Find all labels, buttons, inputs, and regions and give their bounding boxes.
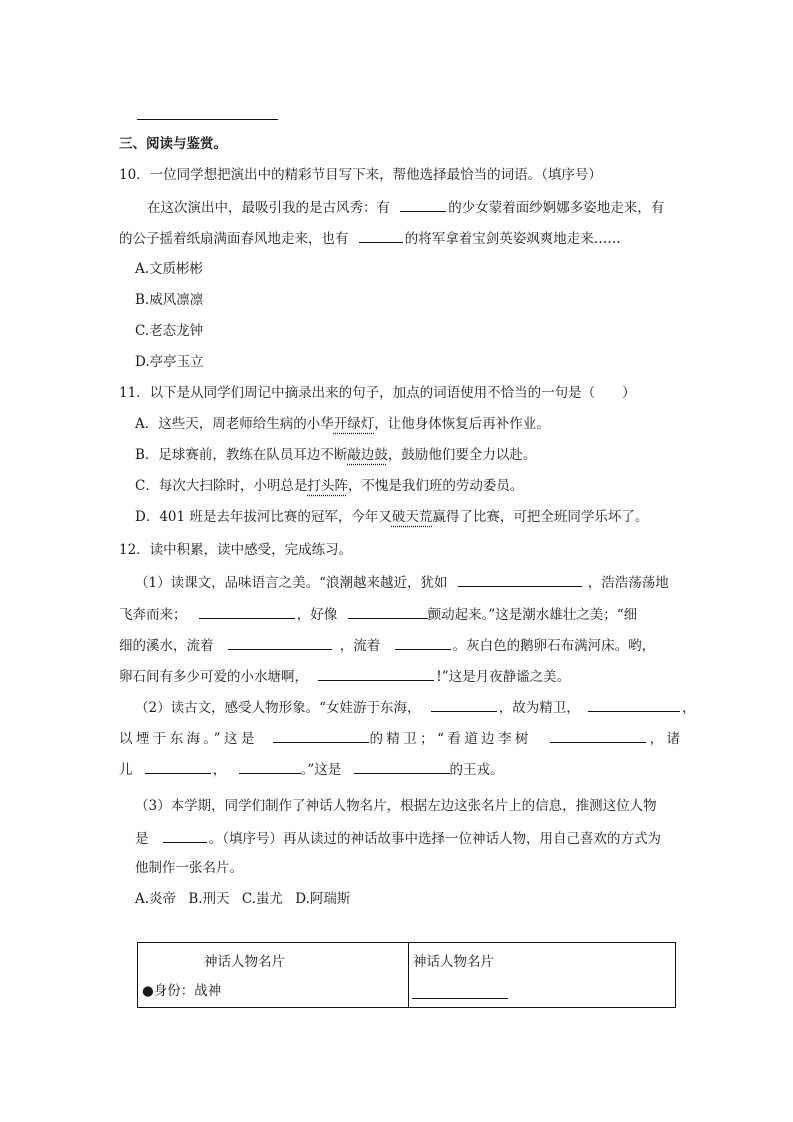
option-text: A．这些天，周老师给生病的小华 [135, 416, 334, 432]
dotted-word [334, 416, 375, 432]
passage-text: ，浩浩荡荡地 [587, 575, 669, 591]
answer-blank[interactable] [550, 728, 646, 743]
passage-text: 。”这是 [300, 762, 342, 778]
option-c: C.老态龙钟 [135, 323, 204, 339]
passage-text: ， [682, 700, 696, 716]
passage-text: 的精卫；“看道边李树 [369, 731, 532, 747]
option-c: C.蚩尤 [241, 891, 283, 907]
passage-text: 卵石间有多少可爱的小水塘啊， [119, 669, 308, 685]
answer-blank[interactable] [458, 572, 582, 587]
question-12-stem: 12．读中积累，读中感受，完成练习。 [119, 542, 353, 558]
passage-text: （1）读课文，品味语言之美。“浪潮越来越近，犹如 [135, 575, 448, 591]
option-text: ，不愧是我们班的劳动委员。 [347, 478, 524, 494]
answer-blank[interactable] [318, 666, 434, 681]
q11-option-b [135, 446, 536, 464]
q12-part1-line-4 [119, 666, 570, 686]
answer-line-previous [137, 119, 278, 120]
q11-option-a [135, 415, 550, 433]
passage-text: ，流着 [339, 638, 381, 654]
passage-text: 飞奔而来； [119, 607, 187, 623]
dotted-text: 破天荒 [391, 509, 433, 525]
q12-part3-options [135, 890, 350, 908]
answer-blank[interactable] [239, 759, 301, 774]
passage-text: !”这是月夜静谧之美。 [436, 669, 571, 685]
q12-part2-line-2 [119, 728, 683, 748]
dotted-text: 敲边鼓 [347, 447, 388, 463]
student-card[interactable] [409, 943, 676, 1008]
answer-blank[interactable] [348, 604, 428, 619]
passage-text: 的将军拿着宝剑英姿飒爽地走来…… [404, 231, 621, 247]
passage-text: 颤动起来。”这是潮水雄壮之美；“细 [427, 607, 638, 623]
passage-text: ， [212, 762, 227, 778]
answer-blank[interactable] [145, 759, 211, 774]
answer-blank[interactable] [273, 728, 369, 743]
answer-blank[interactable] [228, 635, 332, 650]
option-a: A.文质彬彬 [135, 261, 204, 277]
dotted-text: 开绿灯 [333, 416, 375, 432]
student-card-title: 神话人物名片 [413, 954, 494, 970]
passage-text: 的王戎。 [449, 762, 504, 778]
q12-part1-line-2 [119, 604, 637, 624]
option-text: C．每次大扫除时，小明总是 [135, 478, 308, 494]
answer-blank[interactable] [431, 697, 497, 712]
answer-blank[interactable] [359, 228, 403, 243]
student-card-answer-line[interactable] [412, 998, 508, 999]
answer-blank[interactable] [354, 759, 450, 774]
option-b: B.威风凛凛 [135, 292, 204, 308]
option-d: D.亭亭玉立 [135, 354, 204, 370]
option-b: B.刑天 [188, 891, 230, 907]
q12-part1-line-1 [135, 572, 669, 592]
sample-card-identity [142, 982, 221, 1000]
passage-text: 儿 [119, 762, 133, 778]
passage-text: 在这次演出中，最吸引我的是古风秀：有 [147, 200, 390, 216]
myth-character-cards-table [137, 942, 676, 1008]
option-text: ，鼓励他们要全力以赴。 [387, 447, 537, 463]
answer-blank[interactable] [163, 828, 207, 843]
q12-part2-line-1 [135, 697, 696, 717]
passage-text: 以堙于东海。”这是 [119, 731, 258, 747]
q12-part1-line-3 [119, 635, 655, 655]
question-10-stem: 10．一位同学想把演出中的精彩节目写下来，帮他选择最恰当的词语。（填序号） [119, 167, 602, 183]
q12-part2-line-3 [119, 759, 504, 779]
passage-text: ，诸 [649, 731, 684, 747]
q12-part3-line-2 [135, 828, 661, 848]
q11-option-c [135, 477, 523, 495]
passage-text: 的少女蒙着面纱婀娜多姿地走来，有 [448, 200, 665, 216]
option-text: D．401 班是去年拔河比赛的冠军，今年又 [135, 509, 392, 525]
q12-part3-line-3: 他制作一张名片。 [135, 860, 243, 876]
option-d: D.阿瑞斯 [295, 891, 351, 907]
passage-text: 。（填序号）再从读过的神话故事中选择一位神话人物，用自己喜欢的方式为 [208, 831, 662, 847]
question-10-passage-line-2 [119, 228, 621, 248]
option-text: 赢得了比赛，可把全班同学乐坏了。 [432, 509, 649, 525]
passage-text: 。灰白色的鹅卵石布满河床。哟， [452, 638, 656, 654]
sample-card [138, 943, 409, 1008]
sample-card-title: 神话人物名片 [204, 954, 285, 970]
identity-text: 身份：战神 [153, 983, 222, 999]
option-a: A.炎帝 [135, 891, 177, 907]
passage-text: 细的溪水，流着 [119, 638, 214, 654]
passage-text: 的公子摇着纸扇满面春风地走来，也有 [119, 231, 349, 247]
passage-text: （2）读古文，感受人物形象。“女娃游于东海， [135, 700, 421, 716]
passage-text: 是 [135, 831, 149, 847]
q12-part3-line-1: （3）本学期，同学们制作了神话人物名片，根据左边这张名片上的信息，推测这位人物 [135, 798, 657, 814]
passage-text: ，好像 [296, 607, 338, 623]
answer-blank[interactable] [400, 197, 446, 212]
option-text: B．足球赛前，教练在队员耳边不断 [135, 447, 348, 463]
option-text: ，让他身体恢复后再补作业。 [374, 416, 550, 432]
answer-blank[interactable] [199, 604, 295, 619]
dotted-text: 打头阵 [307, 478, 348, 494]
passage-text: ，故为精卫， [498, 700, 580, 716]
answer-blank[interactable] [395, 635, 451, 650]
section-title: 三、阅读与鉴赏。 [119, 136, 227, 152]
question-11-stem: 11．以下是从同学们周记中摘录出来的句子，加点的词语使用不恰当的一句是（ ） [119, 385, 636, 401]
answer-blank[interactable] [588, 697, 680, 712]
q11-option-d [135, 508, 648, 526]
question-10-passage-line-1 [147, 197, 664, 217]
bullet-icon: ● [142, 983, 154, 999]
